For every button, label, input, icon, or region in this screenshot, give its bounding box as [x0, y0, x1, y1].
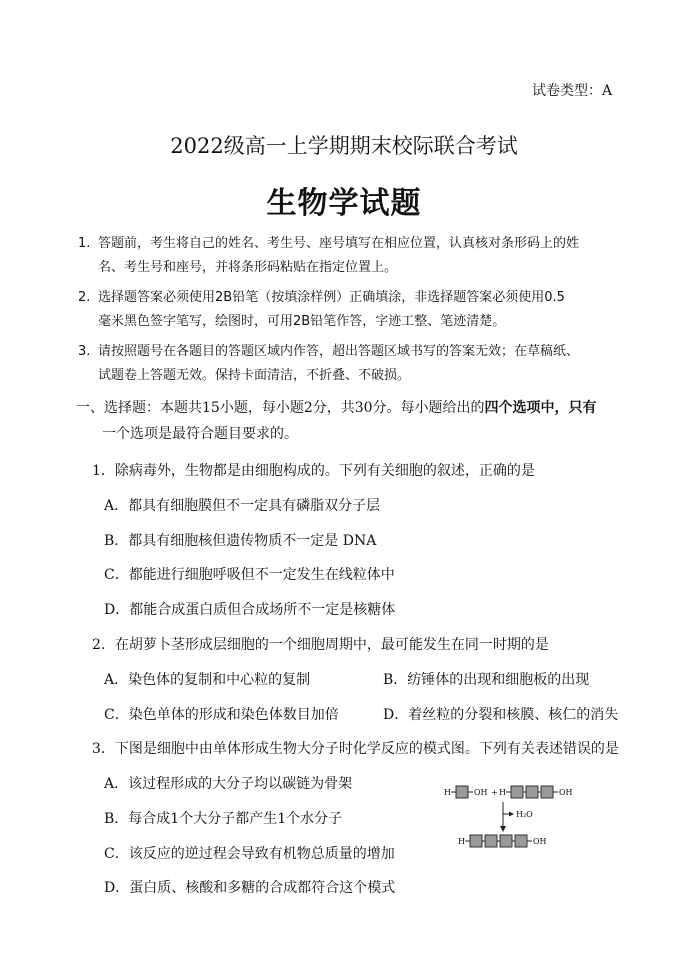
- note-line: 选择题答案必须使用2B铅笔（按填涂样例）正确填涂，非选择题答案必须使用0.5: [98, 290, 565, 305]
- section-line-2: 一个选项是最符合题目要求的。: [102, 426, 298, 442]
- section-prefix: 一、选择题：: [76, 400, 160, 416]
- note-number: 3.: [78, 344, 91, 359]
- monomer-block: [485, 835, 497, 847]
- note-line: 请按照题号在各题目的答题区域内作答，超出答题区域书写的答案无效；在草稿纸、: [98, 344, 580, 359]
- question-3-stem: 3．下图是细胞中由单体形成生物大分子时化学反应的模式图。下列有关表述错误的是: [92, 741, 619, 757]
- note-line: 名、考生号和座号，并将条形码粘贴在指定位置上。: [98, 260, 398, 275]
- diagram-oh-product: OH: [533, 837, 547, 846]
- diagram-water: H₂O: [516, 810, 533, 819]
- monomer-block: [511, 786, 523, 798]
- monomer-block: [541, 786, 553, 798]
- monomer-block: [470, 835, 482, 847]
- q2-option-d: D．着丝粒的分裂和核膜、核仁的消失: [383, 707, 619, 723]
- question-2-stem: 2．在胡萝卜茎形成层细胞的一个细胞周期中，最可能发生在同一时期的是: [92, 637, 549, 653]
- diagram-h-product: H: [458, 837, 465, 846]
- diagram-h-left: H: [444, 788, 451, 797]
- exam-title: 2022级高一上学期期末校际联合考试: [170, 134, 518, 158]
- diagram-oh-left: OH: [474, 788, 488, 797]
- note-number: 1.: [78, 236, 91, 251]
- q3-option-c: C．该反应的逆过程会导致有机物总质量的增加: [104, 846, 395, 862]
- q2-option-b: B．纺锤体的出现和细胞板的出现: [383, 672, 590, 688]
- diagram-oh-right: OH: [559, 788, 573, 797]
- note-line: 试题卷上答题无效。保持卡面清洁，不折叠、不破损。: [98, 368, 411, 383]
- note-3: [78, 340, 579, 388]
- water-arrow-head-icon: [509, 812, 514, 817]
- paper-type-label: 试卷类型：A: [532, 83, 613, 99]
- q3-option-a: A．该过程形成的大分子均以碳链为骨架: [104, 776, 353, 792]
- q1-option-d: D．都能合成蛋白质但合成场所不一定是核糖体: [104, 602, 396, 618]
- diagram-plus: +: [491, 788, 498, 797]
- subject-title: 生物学试题: [266, 186, 422, 221]
- polymerization-diagram: [440, 780, 590, 854]
- note-number: 2.: [78, 290, 91, 305]
- question-1-stem: 1．除病毒外，生物都是由细胞构成的。下列有关细胞的叙述，正确的是: [92, 463, 535, 479]
- monomer-block: [456, 786, 468, 798]
- note-2: [78, 286, 565, 334]
- section-heading: [76, 395, 597, 421]
- q1-option-a: A．都具有细胞膜但不一定具有磷脂双分子层: [104, 498, 381, 514]
- note-line: 答题前，考生将自己的姓名、考生号、座号填写在相应位置，认真核对条形码上的姓: [98, 236, 580, 251]
- section-bold-text: 四个选项中，只有: [484, 400, 597, 416]
- q2-option-a: A．染色体的复制和中心粒的复制: [104, 672, 311, 688]
- arrow-head-icon: [500, 826, 506, 832]
- diagram-h-right: H: [499, 788, 506, 797]
- monomer-block: [500, 835, 512, 847]
- note-line: 毫米黑色签字笔写，绘图时，可用2B铅笔作答，字迹工整、笔迹清楚。: [98, 314, 506, 329]
- q3-option-d: D．蛋白质、核酸和多糖的合成都符合这个模式: [104, 880, 396, 896]
- q2-option-c: C．染色单体的形成和染色体数目加倍: [104, 707, 339, 723]
- q1-option-c: C．都能进行细胞呼吸但不一定发生在线粒体中: [104, 567, 395, 583]
- q1-option-b: B．都具有细胞核但遗传物质不一定是 DNA: [104, 533, 377, 549]
- q3-option-b: B．每合成1个大分子都产生1个水分子: [104, 811, 343, 827]
- monomer-block: [526, 786, 538, 798]
- monomer-block: [515, 835, 527, 847]
- note-1: [78, 232, 579, 280]
- section-text: 本题共15小题，每小题2分，共30分。每小题给出的: [160, 400, 485, 416]
